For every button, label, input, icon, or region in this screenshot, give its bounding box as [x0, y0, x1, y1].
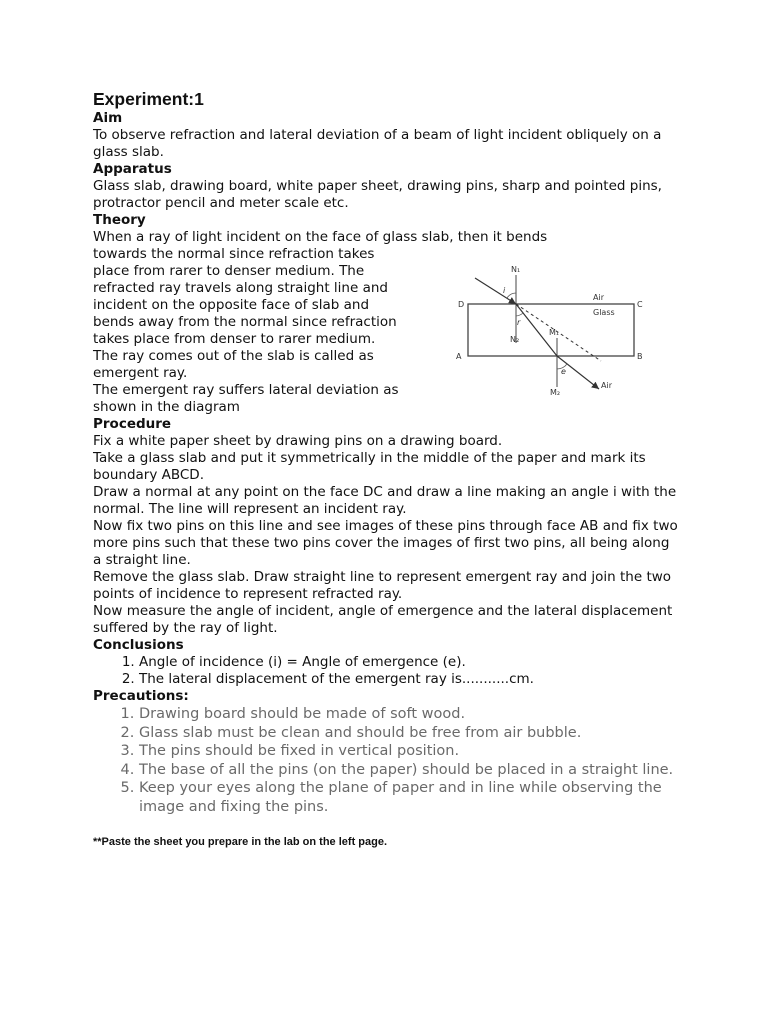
conclusions-heading: Conclusions	[93, 637, 184, 653]
precaution-item: 2. Glass slab must be clean and should be free from air bubble.	[139, 724, 678, 743]
aim-text: To observe refraction and lateral deviation of a beam of light incident obliquely on a glass slab.	[93, 127, 662, 160]
procedure-step: Now fix two pins on this line and see images of these pins through face AB and fix two more pins such that these two pins cover the images of first two pins, all being along a straight line.	[93, 518, 678, 568]
document-page	[93, 88, 678, 848]
precaution-item: 3. The pins should be fixed in vertical position.	[139, 742, 678, 761]
theory-line: takes place from denser to rarer medium.	[93, 331, 376, 347]
angle-r-arc	[516, 313, 523, 316]
theory-line: When a ray of light incident on the face of glass slab, then it bends	[93, 229, 548, 245]
label-d: D	[458, 300, 465, 309]
theory-section	[93, 229, 678, 416]
label-c: C	[637, 300, 643, 309]
procedure-step: Now measure the angle of incident, angle of emergence and the lateral displacement suffered by the ray of light.	[93, 603, 673, 636]
precautions-list	[93, 705, 678, 816]
theory-line: place from rarer to denser medium. The	[93, 263, 365, 279]
procedure-step: Fix a white paper sheet by drawing pins on a drawing board.	[93, 433, 503, 449]
footer-note: **Paste the sheet you prepare in the lab on the left page.	[93, 836, 388, 848]
conclusion-item: 1. Angle of incidence (i) = Angle of emergence (e).	[139, 654, 678, 671]
procedure-heading: Procedure	[93, 416, 172, 432]
angle-i-arc	[507, 293, 516, 298]
theory-line: towards the normal since refraction takes	[93, 246, 375, 262]
label-n1: N₁	[511, 265, 521, 274]
theory-line: emergent ray.	[93, 365, 188, 381]
procedure-step: Remove the glass slab. Draw straight line to represent emergent ray and join the two points of incidence to represent refracted ray.	[93, 569, 672, 602]
theory-line: bends away from the normal since refraction	[93, 314, 397, 330]
precaution-item: 5. Keep your eyes along the plane of paper and in line while observing the image and fixing the pins.	[139, 779, 678, 816]
label-a: A	[456, 352, 462, 361]
conclusions-list	[93, 654, 678, 688]
label-m2: M₂	[550, 388, 561, 397]
theory-line: incident on the opposite face of slab and	[93, 297, 370, 313]
label-n2: N₂	[510, 335, 520, 344]
apparatus-text: Glass slab, drawing board, white paper sheet, drawing pins, sharp and pointed pins, protractor pencil and meter scale etc.	[93, 178, 662, 211]
label-angle-e: e	[561, 367, 566, 376]
precaution-item: 1. Drawing board should be made of soft wood.	[139, 705, 678, 724]
theory-heading: Theory	[93, 212, 146, 228]
label-angle-i: i	[503, 286, 506, 295]
procedure-step: Take a glass slab and put it symmetrically in the middle of the paper and mark its boundary ABCD.	[93, 450, 646, 483]
precaution-item: 4. The base of all the pins (on the paper) should be placed in a straight line.	[139, 761, 678, 780]
aim-heading: Aim	[93, 110, 123, 126]
label-air-bottom: Air	[601, 381, 612, 390]
glass-slab-refraction-diagram	[453, 263, 643, 405]
label-glass: Glass	[593, 308, 615, 317]
precautions-heading: Precautions:	[93, 688, 189, 704]
label-air-top: Air	[593, 293, 604, 302]
incident-ray	[475, 278, 516, 304]
label-angle-r: r	[517, 318, 521, 327]
apparatus-heading: Apparatus	[93, 161, 172, 177]
procedure-step: Draw a normal at any point on the face DC and draw a line making an angle i with the normal. The line will represent an incident ray.	[93, 484, 677, 517]
theory-line: The emergent ray suffers lateral deviation as	[93, 382, 399, 398]
conclusion-item: 2. The lateral displacement of the emergent ray is...........cm.	[139, 671, 678, 688]
theory-line: shown in the diagram	[93, 399, 240, 415]
label-b: B	[637, 352, 643, 361]
theory-line: The ray comes out of the slab is called as	[93, 348, 374, 364]
page-title: Experiment:1	[93, 89, 204, 109]
label-m1: M₁	[549, 328, 560, 337]
theory-line: refracted ray travels along straight line and	[93, 280, 388, 296]
